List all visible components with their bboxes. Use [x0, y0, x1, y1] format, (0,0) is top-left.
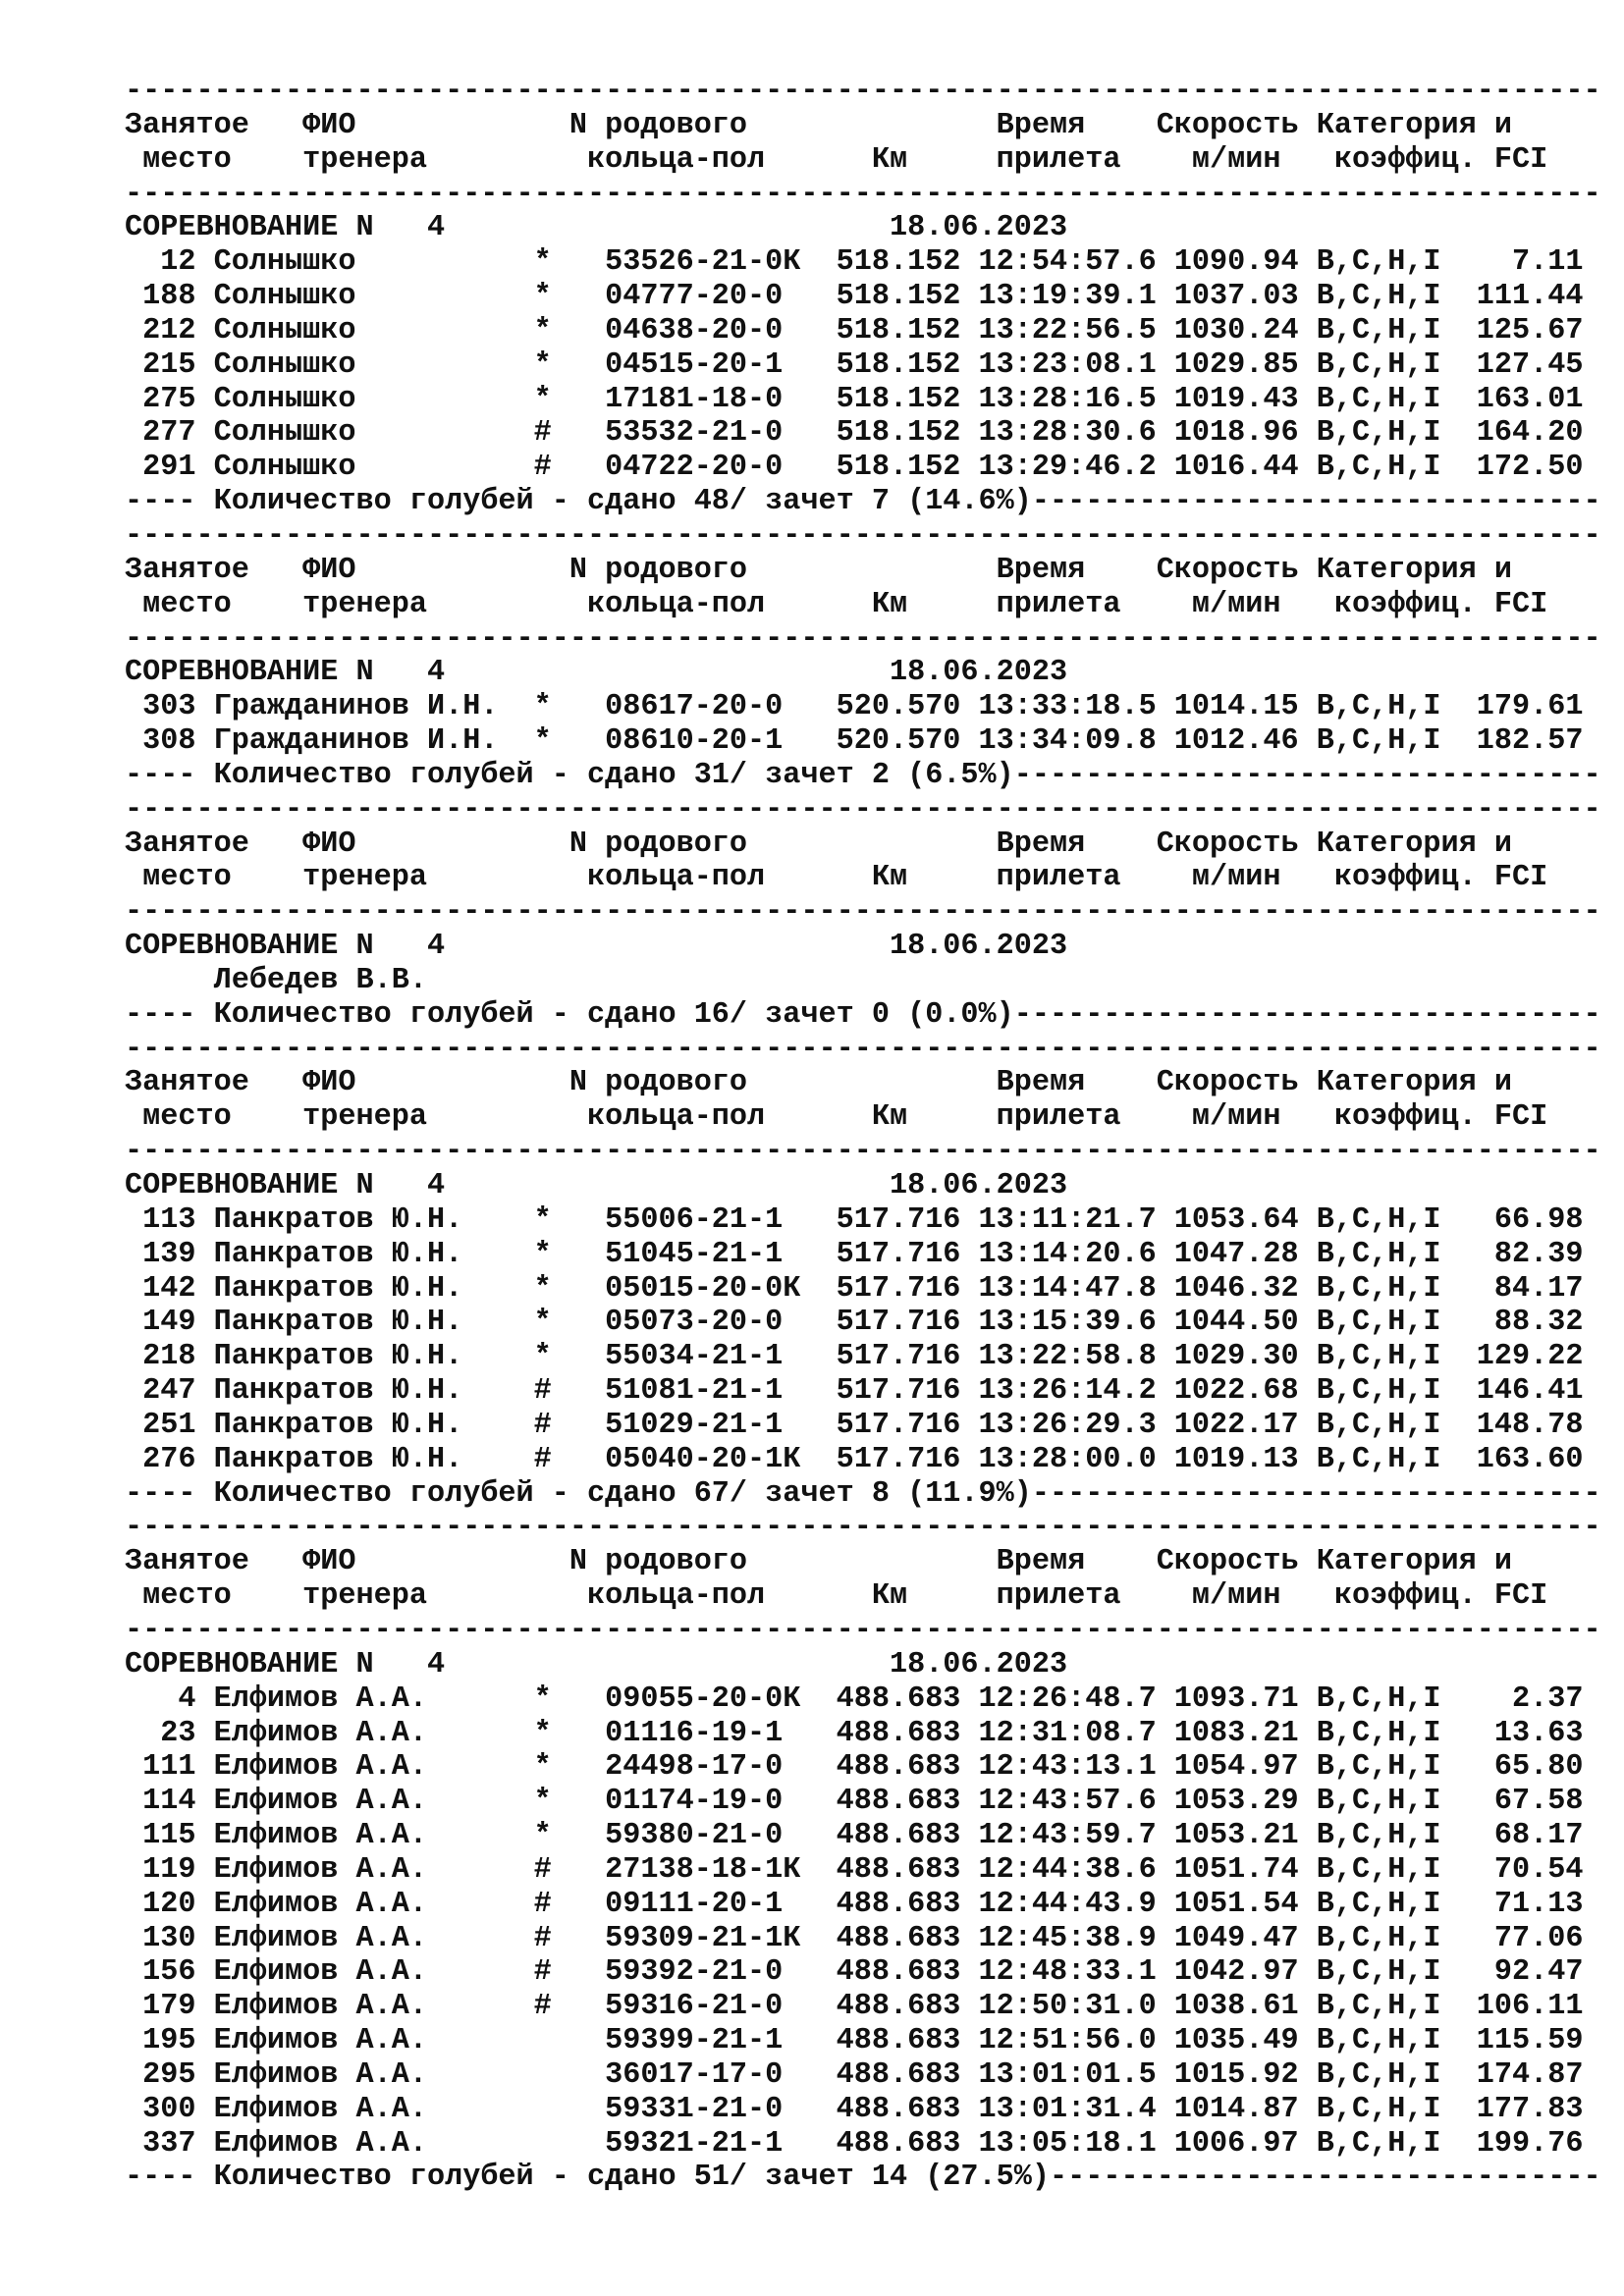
result-row: 291 Солнышко # 04722-20-0 518.152 13:29:46.2 1016.44 B,C,H,I 172.50 [125, 451, 1584, 485]
separator-line: ----------------------------------------------------------------------------------- [125, 895, 1601, 930]
column-header-line-2: место тренера кольца-пол Км прилета м/мин коэффиц. FCI [125, 861, 1548, 895]
summary-line: ---- Количество голубей - сдано 48/ зачет 7 (14.6%)-------------------------------- [125, 485, 1601, 519]
result-row: 156 Елфимов А.А. # 59392-21-0 488.683 12:48:33.1 1042.97 B,C,H,I 92.47 [125, 1955, 1584, 1990]
column-header-line-2: место тренера кольца-пол Км прилета м/мин коэффиц. FCI [125, 142, 1548, 177]
result-row: 12 Солнышко * 53526-21-0К 518.152 12:54:57.6 1090.94 B,C,H,I 7.11 [125, 245, 1584, 280]
result-row: 277 Солнышко # 53532-21-0 518.152 13:28:30.6 1018.96 B,C,H,I 164.20 [125, 416, 1584, 451]
separator-line: ----------------------------------------------------------------------------------- [125, 75, 1601, 108]
separator-line: ----------------------------------------------------------------------------------- [125, 177, 1601, 211]
trainer-no-results: Лебедев В.В. [125, 963, 427, 997]
result-row: 139 Панкратов Ю.Н. * 51045-21-1 517.716 13:14:20.6 1047.28 B,C,H,I 82.39 [125, 1237, 1584, 1271]
result-row: 275 Солнышко * 17181-18-0 518.152 13:28:16.5 1019.43 B,C,H,I 163.01 [125, 382, 1584, 416]
result-row: 142 Панкратов Ю.Н. * 05015-20-0К 517.716 13:14:47.8 1046.32 B,C,H,I 84.17 [125, 1271, 1584, 1306]
result-row: 23 Елфимов А.А. * 01116-19-1 488.683 12:31:08.7 1083.21 B,C,H,I 13.63 [125, 1716, 1584, 1750]
separator-line: ----------------------------------------------------------------------------------- [125, 621, 1601, 656]
result-row: 308 Гражданинов И.Н. * 08610-20-1 520.570 13:34:09.8 1012.46 B,C,H,I 182.57 [125, 724, 1584, 759]
summary-line: ---- Количество голубей - сдано 16/ зачет 0 (0.0%)--------------------------------- [125, 997, 1601, 1032]
competition-line: СОРЕВНОВАНИЕ N 4 18.06.2023 [125, 211, 1068, 245]
result-row: 247 Панкратов Ю.Н. # 51081-21-1 517.716 13:26:14.2 1022.68 B,C,H,I 146.41 [125, 1374, 1584, 1409]
race-results-report [125, 75, 1601, 2195]
result-row: 276 Панкратов Ю.Н. # 05040-20-1К 517.716 13:28:00.0 1019.13 B,C,H,I 163.60 [125, 1442, 1584, 1476]
result-row: 115 Елфимов А.А. * 59380-21-0 488.683 12:43:59.7 1053.21 B,C,H,I 68.17 [125, 1819, 1584, 1853]
column-header-line-1: Занятое ФИО N родового Время Скорость Категория и [125, 1066, 1513, 1100]
result-row: 113 Панкратов Ю.Н. * 55006-21-1 517.716 13:11:21.7 1053.64 B,C,H,I 66.98 [125, 1202, 1584, 1237]
summary-line: ---- Количество голубей - сдано 31/ зачет 2 (6.5%)--------------------------------- [125, 758, 1601, 792]
competition-line: СОРЕВНОВАНИЕ N 4 18.06.2023 [125, 656, 1068, 690]
column-header-line-1: Занятое ФИО N родового Время Скорость Категория и [125, 827, 1513, 861]
summary-line: ---- Количество голубей - сдано 51/ зачет 14 (27.5%)------------------------------- [125, 2161, 1601, 2195]
summary-line: ---- Количество голубей - сдано 67/ зачет 8 (11.9%)-------------------------------- [125, 1476, 1601, 1511]
result-row: 295 Елфимов А.А. 36017-17-0 488.683 13:01:01.5 1015.92 B,C,H,I 174.87 [125, 2057, 1584, 2092]
result-row: 114 Елфимов А.А. * 01174-19-0 488.683 12:43:57.6 1053.29 B,C,H,I 67.58 [125, 1785, 1584, 1819]
competition-line: СОРЕВНОВАНИЕ N 4 18.06.2023 [125, 930, 1068, 964]
result-row: 119 Елфимов А.А. # 27138-18-1К 488.683 12:44:38.6 1051.74 B,C,H,I 70.54 [125, 1852, 1584, 1887]
result-row: 337 Елфимов А.А. 59321-21-1 488.683 13:05:18.1 1006.97 B,C,H,I 199.76 [125, 2126, 1584, 2161]
result-row: 303 Гражданинов И.Н. * 08617-20-0 520.570 13:33:18.5 1014.15 B,C,H,I 179.61 [125, 690, 1584, 724]
column-header-line-2: место тренера кольца-пол Км прилета м/мин коэффиц. FCI [125, 587, 1548, 621]
result-row: 212 Солнышко * 04638-20-0 518.152 13:22:56.5 1030.24 B,C,H,I 125.67 [125, 313, 1584, 347]
column-header-line-1: Занятое ФИО N родового Время Скорость Категория и [125, 553, 1513, 587]
result-row: 149 Панкратов Ю.Н. * 05073-20-0 517.716 13:15:39.6 1044.50 B,C,H,I 88.32 [125, 1306, 1584, 1340]
result-row: 111 Елфимов А.А. * 24498-17-0 488.683 12:43:13.1 1054.97 B,C,H,I 65.80 [125, 1750, 1584, 1785]
column-header-line-1: Занятое ФИО N родового Время Скорость Категория и [125, 108, 1513, 142]
competition-line: СОРЕВНОВАНИЕ N 4 18.06.2023 [125, 1169, 1068, 1202]
result-row: 218 Панкратов Ю.Н. * 55034-21-1 517.716 13:22:58.8 1029.30 B,C,H,I 129.22 [125, 1340, 1584, 1374]
result-row: 130 Елфимов А.А. # 59309-21-1К 488.683 12:45:38.9 1049.47 B,C,H,I 77.06 [125, 1921, 1584, 1955]
result-row: 188 Солнышко * 04777-20-0 518.152 13:19:39.1 1037.03 B,C,H,I 111.44 [125, 280, 1584, 314]
result-row: 4 Елфимов А.А. * 09055-20-0К 488.683 12:26:48.7 1093.71 B,C,H,I 2.37 [125, 1682, 1584, 1716]
separator-line: ----------------------------------------------------------------------------------- [125, 1613, 1601, 1647]
competition-line: СОРЕВНОВАНИЕ N 4 18.06.2023 [125, 1647, 1068, 1682]
result-row: 251 Панкратов Ю.Н. # 51029-21-1 517.716 13:26:29.3 1022.17 B,C,H,I 148.78 [125, 1408, 1584, 1442]
separator-line: ----------------------------------------------------------------------------------- [125, 1032, 1601, 1066]
column-header-line-2: место тренера кольца-пол Км прилета м/мин коэффиц. FCI [125, 1100, 1548, 1135]
separator-line: ----------------------------------------------------------------------------------- [125, 792, 1601, 827]
result-row: 179 Елфимов А.А. # 59316-21-0 488.683 12:50:31.0 1038.61 B,C,H,I 106.11 [125, 1990, 1584, 2024]
separator-line: ----------------------------------------------------------------------------------- [125, 1135, 1601, 1169]
column-header-line-2: место тренера кольца-пол Км прилета м/мин коэффиц. FCI [125, 1579, 1548, 1614]
column-header-line-1: Занятое ФИО N родового Время Скорость Категория и [125, 1545, 1513, 1579]
separator-line: ----------------------------------------------------------------------------------- [125, 1511, 1601, 1545]
result-row: 215 Солнышко * 04515-20-1 518.152 13:23:08.1 1029.85 B,C,H,I 127.45 [125, 347, 1584, 382]
result-row: 195 Елфимов А.А. 59399-21-1 488.683 12:51:56.0 1035.49 B,C,H,I 115.59 [125, 2024, 1584, 2058]
result-row: 120 Елфимов А.А. # 09111-20-1 488.683 12:44:43.9 1051.54 B,C,H,I 71.13 [125, 1887, 1584, 1921]
result-row: 300 Елфимов А.А. 59331-21-0 488.683 13:01:31.4 1014.87 B,C,H,I 177.83 [125, 2092, 1584, 2126]
separator-line: ----------------------------------------------------------------------------------- [125, 518, 1601, 553]
